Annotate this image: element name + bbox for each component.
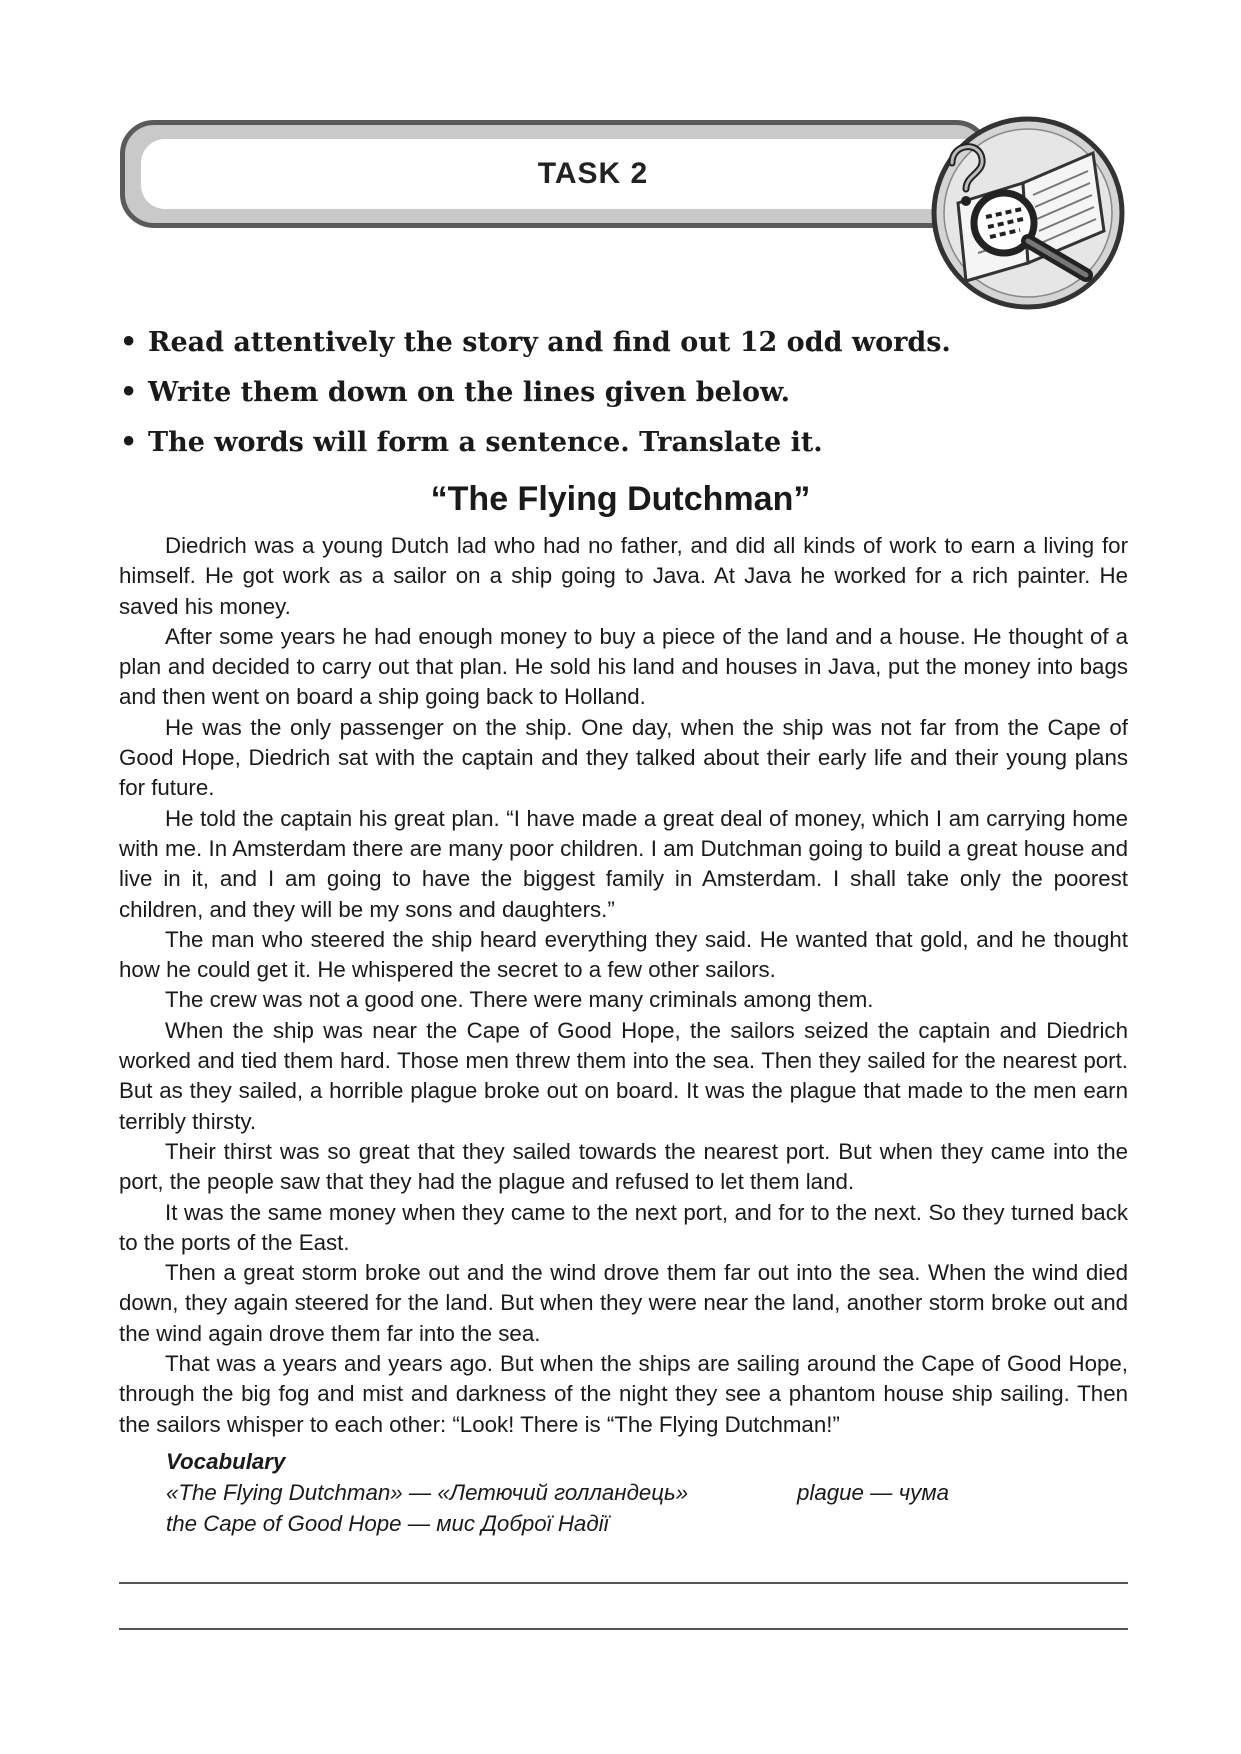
book-magnifier-question-icon	[928, 113, 1128, 313]
instructions-list	[120, 318, 1140, 468]
vocabulary-entry: «The Flying Dutchman» — «Летючий голландець»	[166, 1480, 689, 1505]
story-paragraph: After some years he had enough money to buy a piece of the land and a house. He thought of a plan and decided to carry out that plan. He sold his land and houses in Java, put the money into bags and then went on board a ship going back to Holland.	[119, 623, 1128, 710]
instruction-item: • Write them down on the lines given below.	[120, 368, 1140, 418]
bullet-icon: •	[120, 377, 138, 408]
vocabulary-row	[166, 1477, 1126, 1508]
vocabulary-entry: the Cape of Good Hope — мис Доброї Надії	[166, 1511, 609, 1536]
vocabulary-entry: plague — чума	[797, 1480, 950, 1505]
story-paragraph: Then a great storm broke out and the wind drove them far out into the sea. When the wind died down, they again steered for the land. But when they were near the land, another storm broke out and the wind again drove them far into the sea.	[119, 1260, 1128, 1346]
story-title: “The Flying Dutchman”	[430, 480, 811, 518]
vocabulary-row	[166, 1508, 1126, 1539]
story-paragraph: The man who steered the ship heard everything they said. He wanted that gold, and he thought how he could get it. He whispered the secret to a few other sailors.	[119, 926, 1128, 983]
answer-line[interactable]	[119, 1628, 1128, 1630]
vocabulary-heading: Vocabulary	[166, 1449, 286, 1474]
instruction-item: • Read attentively the story and find out 12 odd words.	[120, 318, 1140, 368]
answer-line[interactable]	[119, 1582, 1128, 1584]
story-paragraph: The crew was not a good one. There were many criminals among them.	[165, 987, 874, 1013]
story-paragraph: Their thirst was so great that they sailed towards the nearest port. But when they came into the port, the people saw that they had the plague and refused to let them land.	[119, 1138, 1128, 1195]
vocabulary-section	[166, 1446, 1126, 1539]
instruction-item: • The words will form a sentence. Translate it.	[120, 418, 1140, 468]
story-paragraph: It was the same money when they came to the next port, and for to the next. So they turned back to the ports of the East.	[119, 1199, 1128, 1255]
story-paragraph: Diedrich was a young Dutch lad who had no father, and did all kinds of work to earn a living for himself. He got work as a sailor on a ship going to Java. At Java he worked for a rich painter. He saved his money.	[119, 533, 1128, 619]
story-paragraph: That was a years and years ago. But when the ships are sailing around the Cape of Good Hope, through the big fog and mist and darkness of the night they see a phantom house ship sailing. Then the sailors whisper to each other: “Look! There is “The Flying Dutchman!”	[119, 1351, 1128, 1437]
story-paragraph: When the ship was near the Cape of Good Hope, the sailors seized the captain and Diedrich worked and tied them hard. Those men threw them into the sea. Then they sailed for the nearest port. But as they sailed, a horrible plague broke out on board. It was the plague that made to the men earn terribly thirsty.	[119, 1017, 1128, 1134]
story-text	[119, 531, 1128, 1440]
task-title: TASK 2	[537, 157, 649, 190]
bullet-icon: •	[120, 427, 138, 458]
task-banner-inner	[141, 139, 985, 209]
bullet-icon: •	[120, 327, 138, 358]
story-paragraph: He was the only passenger on the ship. One day, when the ship was not far from the Cape of Good Hope, Diedrich sat with the captain and they talked about their early life and their young plans for future.	[119, 714, 1128, 801]
story-paragraph: He told the captain his great plan. “I have made a great deal of money, which I am carrying home with me. In Amsterdam there are many poor children. I am Dutchman going to build a great house and live in it, and I am going to have the biggest family in Amsterdam. I shall take only the poorest children, and they will be my sons and daughters.”	[119, 805, 1128, 922]
task-banner	[120, 120, 990, 228]
